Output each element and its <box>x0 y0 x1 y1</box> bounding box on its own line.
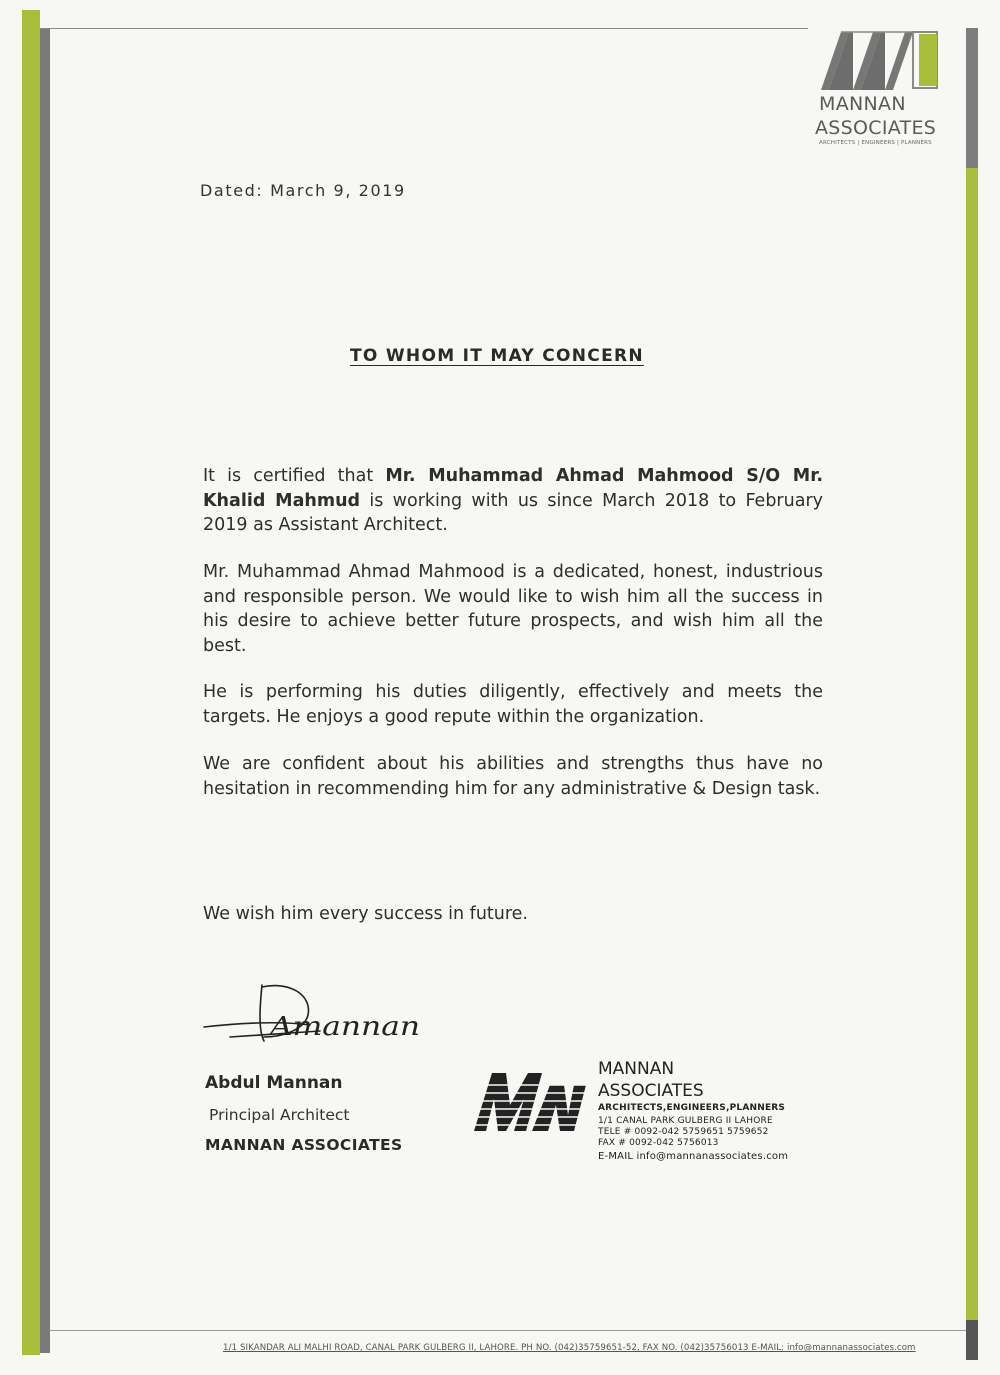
stamp-line2: ASSOCIATES <box>598 1081 704 1101</box>
stamp-line7: E-MAIL info@mannanassociates.com <box>598 1151 789 1162</box>
stamp-line3: ARCHITECTS,ENGINEERS,PLANNERS <box>598 1103 786 1113</box>
left-gray-border <box>40 28 50 1353</box>
right-dark-border <box>966 1320 978 1360</box>
signature-icon <box>200 975 430 1050</box>
letter-date: Dated: March 9, 2019 <box>200 181 406 200</box>
logo-tagline: ARCHITECTS | ENGINEERS | PLANNERS <box>819 140 932 146</box>
signature-text: Amannan <box>267 1012 420 1042</box>
paragraph-closing: We wish him every success in future. <box>203 904 528 924</box>
right-green-border <box>966 168 978 1320</box>
stamp-line1: MANNAN <box>598 1059 675 1079</box>
paragraph-certification <box>203 464 823 538</box>
stamp-line4: 1/1 CANAL PARK GULBERG II LAHORE <box>598 1116 773 1126</box>
letter-title: TO WHOM IT MAY CONCERN <box>350 346 644 366</box>
top-rule <box>40 28 808 29</box>
signer-title: Principal Architect <box>209 1106 350 1124</box>
letterhead-logo <box>815 30 950 146</box>
bottom-rule <box>50 1330 966 1331</box>
footer-address: 1/1 SIKANDAR ALI MALHI ROAD, CANAL PARK GULBERG II, LAHORE. PH NO. (042)35759651-52, FAX NO. (042)35756013 E-MAIL: info@mannanassociates.com <box>223 1343 916 1353</box>
paragraph-performance: He is performing his duties diligently, effectively and meets the targets. He enjoys a good repute within the organization. <box>203 682 823 727</box>
p1-end: is working with us since March 2018 to February 2019 as Assistant Architect. <box>203 490 823 535</box>
right-gray-border <box>966 28 978 168</box>
stamp-line6: FAX # 0092-042 5756013 <box>598 1138 719 1148</box>
signer-organization: MANNAN ASSOCIATES <box>205 1136 403 1154</box>
ma-logo-icon <box>815 30 945 92</box>
stamp-ma-logo-icon <box>470 1065 610 1140</box>
paragraph-character: Mr. Muhammad Ahmad Mahmood is a dedicated, honest, industrious and responsible person. We would like to wish him all the success in his desire to achieve better future prospects, and wish him all the best. <box>203 562 823 656</box>
signer-name: Abdul Mannan <box>205 1073 343 1093</box>
p1-start: It is certified that <box>203 466 386 486</box>
logo-line2: ASSOCIATES <box>815 117 937 139</box>
employee-name: Mr. Muhammad Ahmad Mahmood S/O Mr. Khalid Mahmud <box>203 466 823 511</box>
stamp-line5: TELE # 0092-042 5759651 5759652 <box>598 1127 769 1137</box>
left-green-border <box>22 10 40 1355</box>
logo-line1: MANNAN <box>819 93 906 115</box>
paragraph-recommendation: We are confident about his abilities and strengths thus have no hesitation in recommending him for any administrative & Design task. <box>203 754 823 799</box>
